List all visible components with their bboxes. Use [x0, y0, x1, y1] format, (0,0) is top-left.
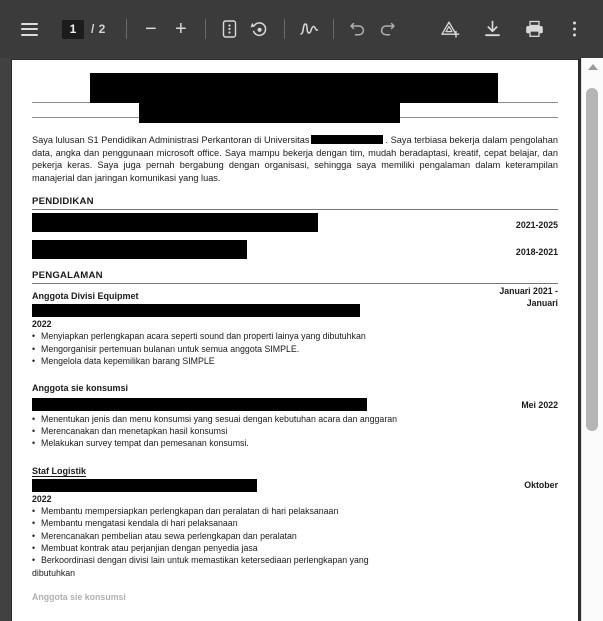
zoom-in-icon: + [175, 18, 187, 40]
list-item: • Menyiapkan perlengkapan acara seperti sound dan properti lainya yang dibutuhkan [32, 330, 558, 342]
section-education [32, 196, 558, 264]
experience-bullets [32, 505, 558, 567]
page-total-label: / 2 [91, 22, 106, 36]
toolbar-divider [205, 19, 206, 39]
experience-date: Oktober [524, 479, 558, 490]
list-item: • Membuat kontrak atau perjanjian dengan penyedia jasa [32, 542, 558, 554]
list-item: • Membantu mengatasi kendala di hari pelaksanaan [32, 517, 558, 529]
experience-date-line3: 2022 [32, 319, 52, 330]
experience-entry [32, 286, 558, 367]
rotate-icon [250, 20, 269, 39]
signature-draw-icon [299, 20, 319, 38]
more-options-icon [572, 20, 577, 38]
experience-title: Anggota sie konsumsi [32, 382, 129, 393]
save-to-drive-icon [440, 20, 460, 39]
experience-title: Anggota Divisi Equipmet [32, 291, 139, 302]
toolbar-divider [284, 19, 285, 39]
experience-date-line2: Januari [526, 297, 558, 308]
vertical-scrollbar[interactable] [581, 58, 603, 621]
zoom-in-button[interactable] [166, 14, 196, 44]
experience-bullets [32, 330, 558, 367]
redaction-block [32, 304, 360, 317]
vertical-scroll-thumb[interactable] [586, 88, 598, 431]
clipped-next-entry [32, 587, 558, 603]
experience-redaction-row [32, 396, 558, 412]
toolbar-divider [333, 19, 334, 39]
redaction-block [32, 479, 257, 492]
redaction-block [90, 73, 498, 103]
clipped-entry-title: Anggota sie konsumsi [32, 592, 126, 603]
section-title-experience: PENGALAMAN [32, 270, 103, 282]
experience-title: Staf Logistik [32, 465, 87, 476]
experience-redaction-row [32, 479, 558, 494]
redaction-block [311, 135, 383, 144]
print-icon [525, 20, 544, 38]
list-item: • Berkoordinasi dengan divisi lain untuk memastikan ketersediaan perlengkapan yang [32, 554, 558, 566]
list-item: • Menentukan jenis dan menu konsumsi yang sesuai dengan kebutuhan acara dan anggaran [32, 413, 558, 425]
list-item: • Mengelola data kepemilikan barang SIMPLE [32, 355, 558, 367]
download-icon [484, 20, 501, 38]
pdf-toolbar [0, 0, 603, 58]
zoom-out-icon: − [145, 18, 157, 40]
document-header-redacted [32, 72, 558, 130]
download-button[interactable] [477, 14, 507, 44]
redaction-block [32, 240, 247, 259]
fit-to-page-button[interactable] [215, 14, 245, 44]
section-experience [32, 270, 558, 603]
list-item: • Mengorganisir pertemuan bulanan untuk semua anggota SIMPLE. [32, 343, 558, 355]
undo-button[interactable] [343, 14, 373, 44]
redo-button[interactable] [373, 14, 403, 44]
experience-redaction-row [32, 304, 558, 319]
rotate-button[interactable] [245, 14, 275, 44]
experience-entry [32, 461, 558, 579]
redaction-block [32, 213, 318, 232]
experience-bullet-continuation: dibutuhkan [32, 567, 76, 578]
scroll-up-arrow-icon[interactable] [588, 64, 598, 70]
pdf-page-1 [12, 60, 578, 621]
redaction-block [139, 103, 400, 123]
intro-paragraph [32, 134, 558, 184]
experience-entry [32, 378, 558, 450]
list-item: • Membantu mempersiapkan perlengkapan dan peralatan di hari pelaksanaan [32, 505, 558, 517]
intro-text-part2: . Saya terbiasa bekerja dalam pengolahan data, angka dan penggunaan microsoft office. Saya mampu bekerja dengan tim, mudah beradaptasi, kreatif, cepat belajar, dan pekerja keras. Saya juga pernah bergabung dengan organisasi, sehingga saya memiliki pengalaman dalam keterampilan manajerial dan jaringan komunikasi yang luas. [32, 135, 558, 183]
experience-header [32, 378, 558, 396]
page-indicator [62, 20, 106, 39]
experience-bullets [32, 413, 558, 450]
undo-icon [349, 22, 366, 37]
redaction-block [32, 398, 367, 411]
list-item: • Melakukan survey tempat dan pemesanan konsumsi. [32, 437, 558, 449]
section-title-education: PENDIDIKAN [32, 196, 94, 208]
save-to-drive-button[interactable] [435, 14, 465, 44]
page-number-input[interactable]: 1 [62, 20, 84, 39]
hamburger-menu-icon[interactable] [14, 14, 44, 44]
section-divider [32, 283, 558, 284]
section-divider [32, 209, 558, 210]
list-item: • Merencanakan dan menetapkan hasil konsumsi [32, 425, 558, 437]
experience-date: Mei 2022 [521, 399, 558, 410]
list-item: • Merencanakan pembelian atau sewa perlengkapan dan peralatan [32, 530, 558, 542]
zoom-out-button[interactable] [136, 14, 166, 44]
signature-draw-button[interactable] [294, 14, 324, 44]
experience-date-line3: 2022 [32, 493, 52, 504]
education-entry [32, 213, 558, 237]
redo-icon [379, 22, 396, 37]
more-options-button[interactable] [559, 14, 589, 44]
education-date: 2021-2025 [515, 220, 558, 231]
fit-to-page-icon [222, 20, 237, 38]
experience-date-line1: Januari 2021 - [499, 286, 558, 297]
toolbar-divider [126, 19, 127, 39]
experience-header [32, 461, 558, 479]
education-date: 2018-2021 [515, 247, 558, 258]
print-button[interactable] [519, 14, 549, 44]
education-entry [32, 240, 558, 264]
document-area[interactable] [0, 58, 603, 621]
intro-text-part1: Saya lulusan S1 Pendidikan Administrasi Perkantoran di Universitas [32, 135, 310, 145]
experience-header [32, 286, 558, 308]
